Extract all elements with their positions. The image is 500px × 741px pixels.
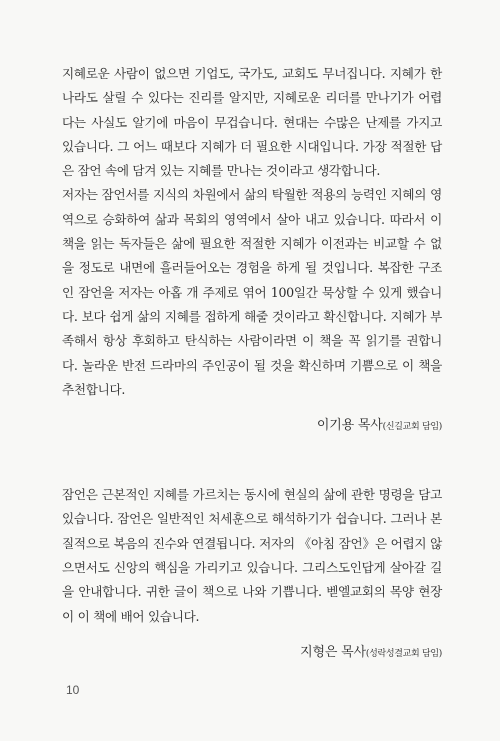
endorsement-2-paragraph-1: 잠언은 근본적인 지혜를 가르치는 동시에 현실의 삶에 관한 명령을 담고 있습니다. 잠언은 일반적인 처세훈으로 해석하기가 쉽습니다. 그러나 본질적으로 복음의 진수와 연결됩니다. 저자의 《아침 잠언》은 어렵지 않으면서도 신앙의 핵심을 가리키고 있습니다. 그리스도인답게 살아갈 길을 안내합니다. 귀한 글이 책으로 나와 기쁩니다. 벧엘교회의 목양 현장이 이 책에 배어 있습니다. xyxy=(62,487,442,624)
endorsement-2 xyxy=(62,483,442,666)
endorsement-1 xyxy=(62,62,442,439)
endorsement-1-signature xyxy=(62,414,442,439)
signature-name: 지형은 목사 xyxy=(300,644,366,660)
page-content xyxy=(62,62,442,666)
signature-role: (신길교회 담임) xyxy=(382,422,442,433)
endorsement-1-paragraph-2: 저자는 잠언서를 지식의 차원에서 삶의 탁월한 적용의 능력인 지혜의 영역으로 승화하여 삶과 목회의 영역에서 살아 내고 있습니다. 따라서 이 책을 읽는 독자들은 삶에 필요한 적절한 지혜가 이전과는 비교할 수 없을 정도로 내면에 흘러들어오는 경험을 하게 될 것입니다. 복잡한 구조인 잠언을 저자는 아홉 개 주제로 엮어 100일간 묵상할 수 있게 했습니다. 보다 쉽게 삶의 지혜를 접하게 해줄 것이라고 확신합니다. 지혜가 부족해서 항상 후회하고 탄식하는 사람이라면 이 책을 꼭 읽기를 권합니다. 놀라운 반전 드라마의 주인공이 될 것을 확신하며 기쁨으로 이 책을 추천합니다. xyxy=(62,187,442,397)
endorsement-1-paragraph-1: 지혜로운 사람이 없으면 기업도, 국가도, 교회도 무너집니다. 지혜가 한 나라도 살릴 수 있다는 진리를 알지만, 지혜로운 리더를 만나기가 어렵다는 사실도 알기에 마음이 무겁습니다. 현대는 수많은 난제를 가지고 있습니다. 그 어느 때보다 지혜가 더 필요한 시대입니다. 가장 적절한 답은 잠언 속에 담겨 있는 지혜를 만나는 것이라고 생각합니다. xyxy=(62,66,442,179)
page-number: 10 xyxy=(66,683,80,697)
endorsement-2-signature xyxy=(62,641,442,666)
signature-name: 이기용 목사 xyxy=(316,418,383,434)
signature-role: (성락성결교회 담임) xyxy=(365,648,442,659)
